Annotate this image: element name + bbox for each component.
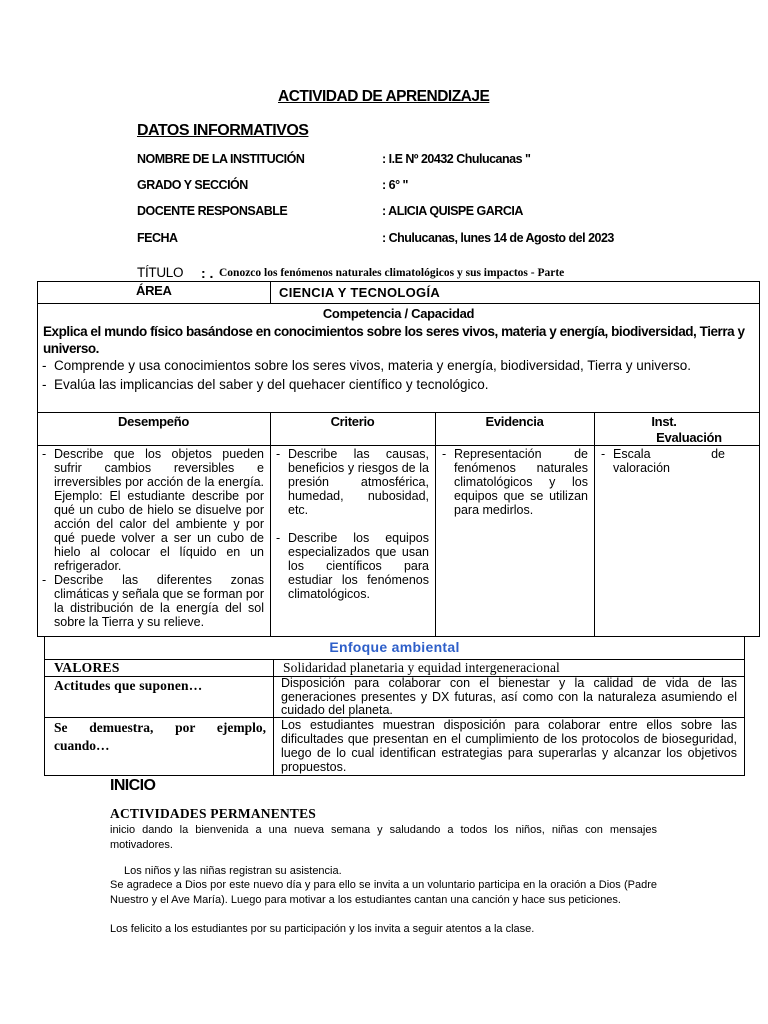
area-value: CIENCIA Y TECNOLOGÍA <box>279 285 441 300</box>
inicio-paragraph: Los felicito a los estudiantes por su participación y los invita a seguir atentos a la clase. <box>110 923 535 935</box>
document-title: ACTIVIDAD DE APRENDIZAJE <box>278 88 490 105</box>
titulo-separator: : . <box>201 265 214 281</box>
desempeno-list <box>40 447 264 629</box>
instrumento-list <box>599 447 725 475</box>
desempeno-item: - Describe las diferentes zonas climáticas y señala que se forman por la distribución de la energía del sol sobre la Tierra y su relieve. <box>40 573 264 629</box>
valores-value: Solidaridad planetaria y equidad intergeneracional <box>283 660 560 675</box>
inicio-paragraph: Los niños y las niñas registran su asistencia. <box>124 865 342 877</box>
capacidad-item: - Comprende y usa conocimientos sobre los seres vivos, materia y energía, biodiversidad, Tierra y universo. <box>40 358 730 374</box>
demuestra-label: Se demuestra, por ejemplo, cuando… <box>54 720 266 753</box>
inicio-heading: INICIO <box>110 777 156 794</box>
criterio-list <box>274 447 429 601</box>
demuestra-value: Los estudiantes muestran disposición para colaborar entre ellos sobre las dificultades que presentan en el cumplimiento de los protocolos de bioseguridad, luego de lo cual identifican estrategias para superarlas y alcanzar los objetivos propuestos. <box>281 718 737 774</box>
actitudes-value: Disposición para colaborar con el bienestar y la calidad de vida de las generaciones presentes y DX futuras, así como con la naturaleza asumiendo el cuidado del planeta. <box>281 676 737 717</box>
header-inst: Inst. <box>651 414 677 429</box>
capacidad-item: - Evalúa las implicancias del saber y del quehacer científico y tecnológico. <box>40 377 730 393</box>
competencia-statement: Explica el mundo físico basándose en conocimientos sobre los seres vivos, materia y energía, biodiversidad, Tierra y universo. <box>43 324 745 356</box>
info-label-institucion: NOMBRE DE LA INSTITUCIÓN <box>137 152 305 166</box>
evidencia-item: - Representación de fenómenos naturales climatológicos y los equipos que se utilizan para medirlos. <box>440 447 588 517</box>
enfoque-title: Enfoque ambiental <box>329 639 460 655</box>
info-label-grado: GRADO Y SECCIÓN <box>137 178 248 192</box>
criterio-item: - Describe los equipos especializados que usan los científicos para estudiar los fenómenos climatológicos. <box>274 531 429 601</box>
titulo-text: Conozco los fenómenos naturales climatológicos y sus impactos - Parte <box>219 267 565 279</box>
header-desempeno: Desempeño <box>118 414 189 429</box>
header-evaluacion: Evaluación <box>656 430 722 445</box>
info-value-fecha: : Chulucanas, lunes 14 de Agosto del 2023 <box>382 231 614 245</box>
criterio-item: - Describe las causas, beneficios y riesgos de la presión atmosférica, humedad, nubosidad, etc. <box>274 447 429 517</box>
info-label-fecha: FECHA <box>137 231 178 245</box>
evidencia-list <box>440 447 588 517</box>
section-title-datos: DATOS INFORMATIVOS <box>137 122 309 139</box>
instrumento-item: - Escala de valoración <box>599 447 725 475</box>
area-label: ÁREA <box>136 283 172 298</box>
inicio-paragraph: Se agradece a Dios por este nuevo día y para ello se invita a un voluntario participa en la oración a Dios (Padre Nuestro y el Ave María). Luego para motivar a los estudiantes cantan una canción y hace sus peticiones. <box>110 879 657 906</box>
actitudes-label: Actitudes que suponen… <box>54 678 203 693</box>
valores-label: VALORES <box>54 660 120 675</box>
header-evidencia: Evidencia <box>485 414 544 429</box>
info-label-docente: DOCENTE RESPONSABLE <box>137 204 288 218</box>
info-value-grado: : 6° " <box>382 178 408 192</box>
desempeno-item: - Describe que los objetos pueden sufrir cambios reversibles e irreversibles por acción de la energía. Ejemplo: El estudiante describe por qué un cubo de hielo se disuelve por acción del calor del ambiente y por qué puede volver a ser un cubo de hielo al colocar el líquido en un refrigerador. <box>40 447 264 573</box>
competencia-heading: Competencia / Capacidad <box>322 306 475 321</box>
capacidades-list <box>40 358 730 393</box>
info-value-institucion: : I.E Nº 20432 Chulucanas " <box>382 152 531 166</box>
info-value-docente: : ALICIA QUISPE GARCIA <box>382 204 523 218</box>
actividades-permanentes-heading: ACTIVIDADES PERMANENTES <box>110 806 317 821</box>
titulo-label: TÍTULO <box>137 265 184 280</box>
header-criterio: Criterio <box>330 414 375 429</box>
inicio-paragraph: inicio dando la bienvenida a una nueva semana y saludando a todos los niños, niñas con mensajes motivadores. <box>110 824 657 851</box>
